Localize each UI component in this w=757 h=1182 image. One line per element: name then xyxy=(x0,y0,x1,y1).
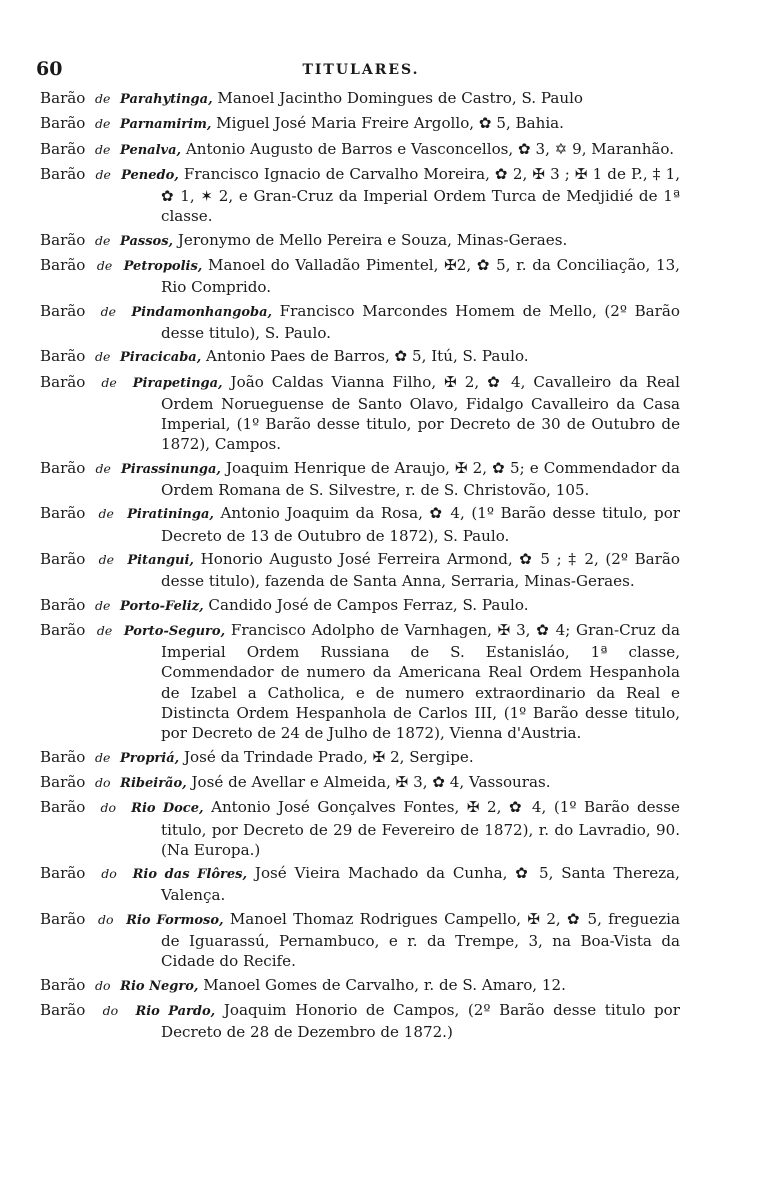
entry-text: Manoel Gomes de Carvalho, r. de S. Amaro, 12. xyxy=(198,975,566,994)
entry xyxy=(40,772,680,794)
entry-label: Barão xyxy=(40,549,86,568)
entry-preposition: de xyxy=(95,166,111,182)
entry-text: Manoel Thomaz Rodrigues Campello, ✠ 2, ✿ 5, freguezia de Iguarassú, Pernambuco, e r. da Trempe, 3, na Boa-Vista da Cidade do Recife. xyxy=(161,909,680,971)
entry-preposition: do xyxy=(100,800,117,816)
entry xyxy=(40,863,680,906)
entry-label: Barão xyxy=(40,504,86,523)
entry-title: Piratininga, xyxy=(127,507,214,523)
entry-text: José Vieira Machado da Cunha, ✿ 5, Santa Thereza, Valença. xyxy=(161,864,680,905)
entry-title: Pitangui, xyxy=(127,552,194,568)
entry-title: Rio Negro, xyxy=(120,978,199,994)
entry-preposition: de xyxy=(98,506,114,522)
entry-label: Barão xyxy=(40,372,86,391)
entry-title: Parahytinga, xyxy=(120,92,213,107)
entry xyxy=(40,164,680,227)
entry xyxy=(40,346,680,368)
entry-text: Honorio Augusto José Ferreira Armond, ✿ 5 ; ‡ 2, (2º Barão desse titulo), fazenda de Santa Anna, Serraria, Minas-Geraes. xyxy=(161,549,680,591)
entry xyxy=(40,113,680,135)
entry-text: Antonio Joaquim da Rosa, ✿ 4, (1º Barão desse titulo, por Decreto de 13 de Outubro de 1872), S. Paulo. xyxy=(161,504,680,545)
entry xyxy=(40,230,680,252)
entry xyxy=(40,797,680,860)
entry-text: Francisco Marcondes Homem de Mello, (2º Barão desse titulo), S. Paulo. xyxy=(161,301,680,342)
entry xyxy=(40,747,680,769)
entry-text: Manoel do Valladão Pimentel, ✠2, ✿ 5, r. da Conciliação, 13, Rio Comprido. xyxy=(161,256,680,297)
entry-preposition: de xyxy=(95,597,111,613)
entry-title: Rio das Flôres, xyxy=(132,867,247,883)
entry-title: Rio Pardo, xyxy=(135,1003,216,1019)
entry xyxy=(40,595,680,617)
entry xyxy=(40,620,680,744)
entry-preposition: de xyxy=(95,91,111,106)
entry xyxy=(40,139,680,161)
entry-preposition: de xyxy=(95,349,111,365)
entry-title: Pirassinunga, xyxy=(121,461,221,477)
entry-title: Porto-Feliz, xyxy=(120,598,204,614)
entry-title: Piracicaba, xyxy=(120,350,202,366)
entry-preposition: do xyxy=(101,866,117,882)
entry-preposition: de xyxy=(100,303,117,319)
entry-list xyxy=(40,88,680,1045)
page-header xyxy=(36,58,686,82)
entry-label: Barão xyxy=(40,114,86,133)
entry xyxy=(40,975,680,997)
entry-text: Candido José de Campos Ferraz, S. Paulo. xyxy=(203,595,529,614)
entry-preposition: do xyxy=(102,1002,119,1018)
entry-title: Parnamirim, xyxy=(120,117,212,133)
entry-text: Francisco Ignacio de Carvalho Moreira, ✿ 2, ✠ 3 ; ✠ 1 de P., ‡ 1, ✿ 1, ✶ 2, e Gran-Cruz da Imperial Ordem Turca de Medjidié de 1ª classe. xyxy=(161,164,680,226)
entry-title: Penedo, xyxy=(121,167,179,183)
entry-preposition: do xyxy=(98,911,114,927)
entry-preposition: de xyxy=(95,460,111,476)
entry-label: Barão xyxy=(40,256,86,275)
entry-text: Antonio José Gonçalves Fontes, ✠ 2, ✿ 4, (1º Barão desse titulo, por Decreto de 29 de Fevereiro de 1872), r. do Lavradio, 90. (Na Europa.) xyxy=(161,798,680,859)
entry-text: Joaquim Honorio de Campos, (2º Barão desse titulo por Decreto de 28 de Dezembro de 1872.) xyxy=(161,1000,680,1042)
entry-title: Rio Formoso, xyxy=(126,912,224,928)
entry-title: Propriá, xyxy=(120,750,180,766)
entry-title: Ribeirão, xyxy=(120,775,187,791)
entry-title: Pirapetinga, xyxy=(132,375,223,391)
entry-text: Francisco Adolpho de Varnhagen, ✠ 3, ✿ 4; Gran-Cruz da Imperial Ordem Russiana de S. Estanisláo, 1ª classe, Commendador de numero da Americana Real Ordem Hespanhola de Izabel a Catholica, e de numero extraordinario da Real e Distincta Ordem Hespanhola de Carlos III, (1º Barão desse titulo, por Decreto de 24 de Julho de 1872), Vienna d'Austria. xyxy=(161,620,680,743)
entry-label: Barão xyxy=(40,620,86,639)
entry-label: Barão xyxy=(40,909,86,928)
entry xyxy=(40,255,680,298)
entry-label: Barão xyxy=(40,1000,86,1019)
entry-preposition: de xyxy=(95,749,111,765)
entry-title: Porto-Seguro, xyxy=(123,623,226,639)
entry-label: Barão xyxy=(40,89,86,107)
entry-text: Miguel José Maria Freire Argollo, ✿ 5, Bahia. xyxy=(211,114,564,133)
entry xyxy=(40,458,680,501)
entry xyxy=(40,88,680,110)
entry xyxy=(40,372,680,455)
entry xyxy=(40,549,680,592)
entry-preposition: de xyxy=(95,141,111,157)
entry xyxy=(40,301,680,344)
entry-label: Barão xyxy=(40,975,86,994)
entry-label: Barão xyxy=(40,772,86,791)
entry-text: João Caldas Vianna Filho, ✠ 2, ✿ 4, Cavalleiro da Real Ordem Norueguense de Santo Olavo, Fidalgo Cavalleiro da Casa Imperial, (1º Barão desse titulo, por Decreto de 30 de Outubro de 1872), Campos. xyxy=(161,372,680,454)
entry-title: Passos, xyxy=(120,233,174,249)
entry-label: Barão xyxy=(40,747,86,766)
running-title: TITULARES. xyxy=(302,62,420,78)
entry-title: Rio Doce, xyxy=(131,801,204,817)
entry-label: Barão xyxy=(40,301,86,320)
entry-preposition: de xyxy=(96,622,113,638)
entry-title: Pindamonhangoba, xyxy=(131,304,273,320)
entry-text: Manoel Jacintho Domingues de Castro, S. Paulo xyxy=(212,89,584,107)
entry xyxy=(40,909,680,972)
entry-label: Barão xyxy=(40,864,86,883)
entry xyxy=(40,503,680,546)
entry-preposition: do xyxy=(95,977,111,993)
entry-preposition: do xyxy=(95,774,111,790)
entry-label: Barão xyxy=(40,595,86,614)
entry-text: Joaquim Henrique de Araujo, ✠ 2, ✿ 5; e Commendador da Ordem Romana de S. Silvestre, r. de S. Christovão, 105. xyxy=(161,458,680,500)
entry-text: José da Trindade Prado, ✠ 2, Sergipe. xyxy=(179,747,474,766)
entry-label: Barão xyxy=(40,458,86,477)
entry xyxy=(40,1000,680,1043)
page-number: 60 xyxy=(36,58,63,80)
entry-label: Barão xyxy=(40,139,86,158)
entry-label: Barão xyxy=(40,164,86,183)
entry-label: Barão xyxy=(40,798,86,817)
entry-text: José de Avellar e Almeida, ✠ 3, ✿ 4, Vassouras. xyxy=(186,772,551,791)
entry-preposition: de xyxy=(95,232,111,248)
entry-label: Barão xyxy=(40,347,86,366)
entry-preposition: de xyxy=(95,116,111,132)
entry-preposition: de xyxy=(101,374,117,390)
entry-label: Barão xyxy=(40,230,86,249)
entry-preposition: de xyxy=(96,258,113,274)
entry-text: Jeronymo de Mello Pereira e Souza, Minas-Geraes. xyxy=(173,230,568,249)
entry-text: Antonio Paes de Barros, ✿ 5, Itú, S. Paulo. xyxy=(201,347,529,366)
entry-text: Antonio Augusto de Barros e Vasconcellos, ✿ 3, ✡ 9, Maranhão. xyxy=(181,139,675,158)
entry-title: Petropolis, xyxy=(123,259,203,275)
entry-title: Penalva, xyxy=(120,142,182,158)
entry-preposition: de xyxy=(98,551,115,567)
